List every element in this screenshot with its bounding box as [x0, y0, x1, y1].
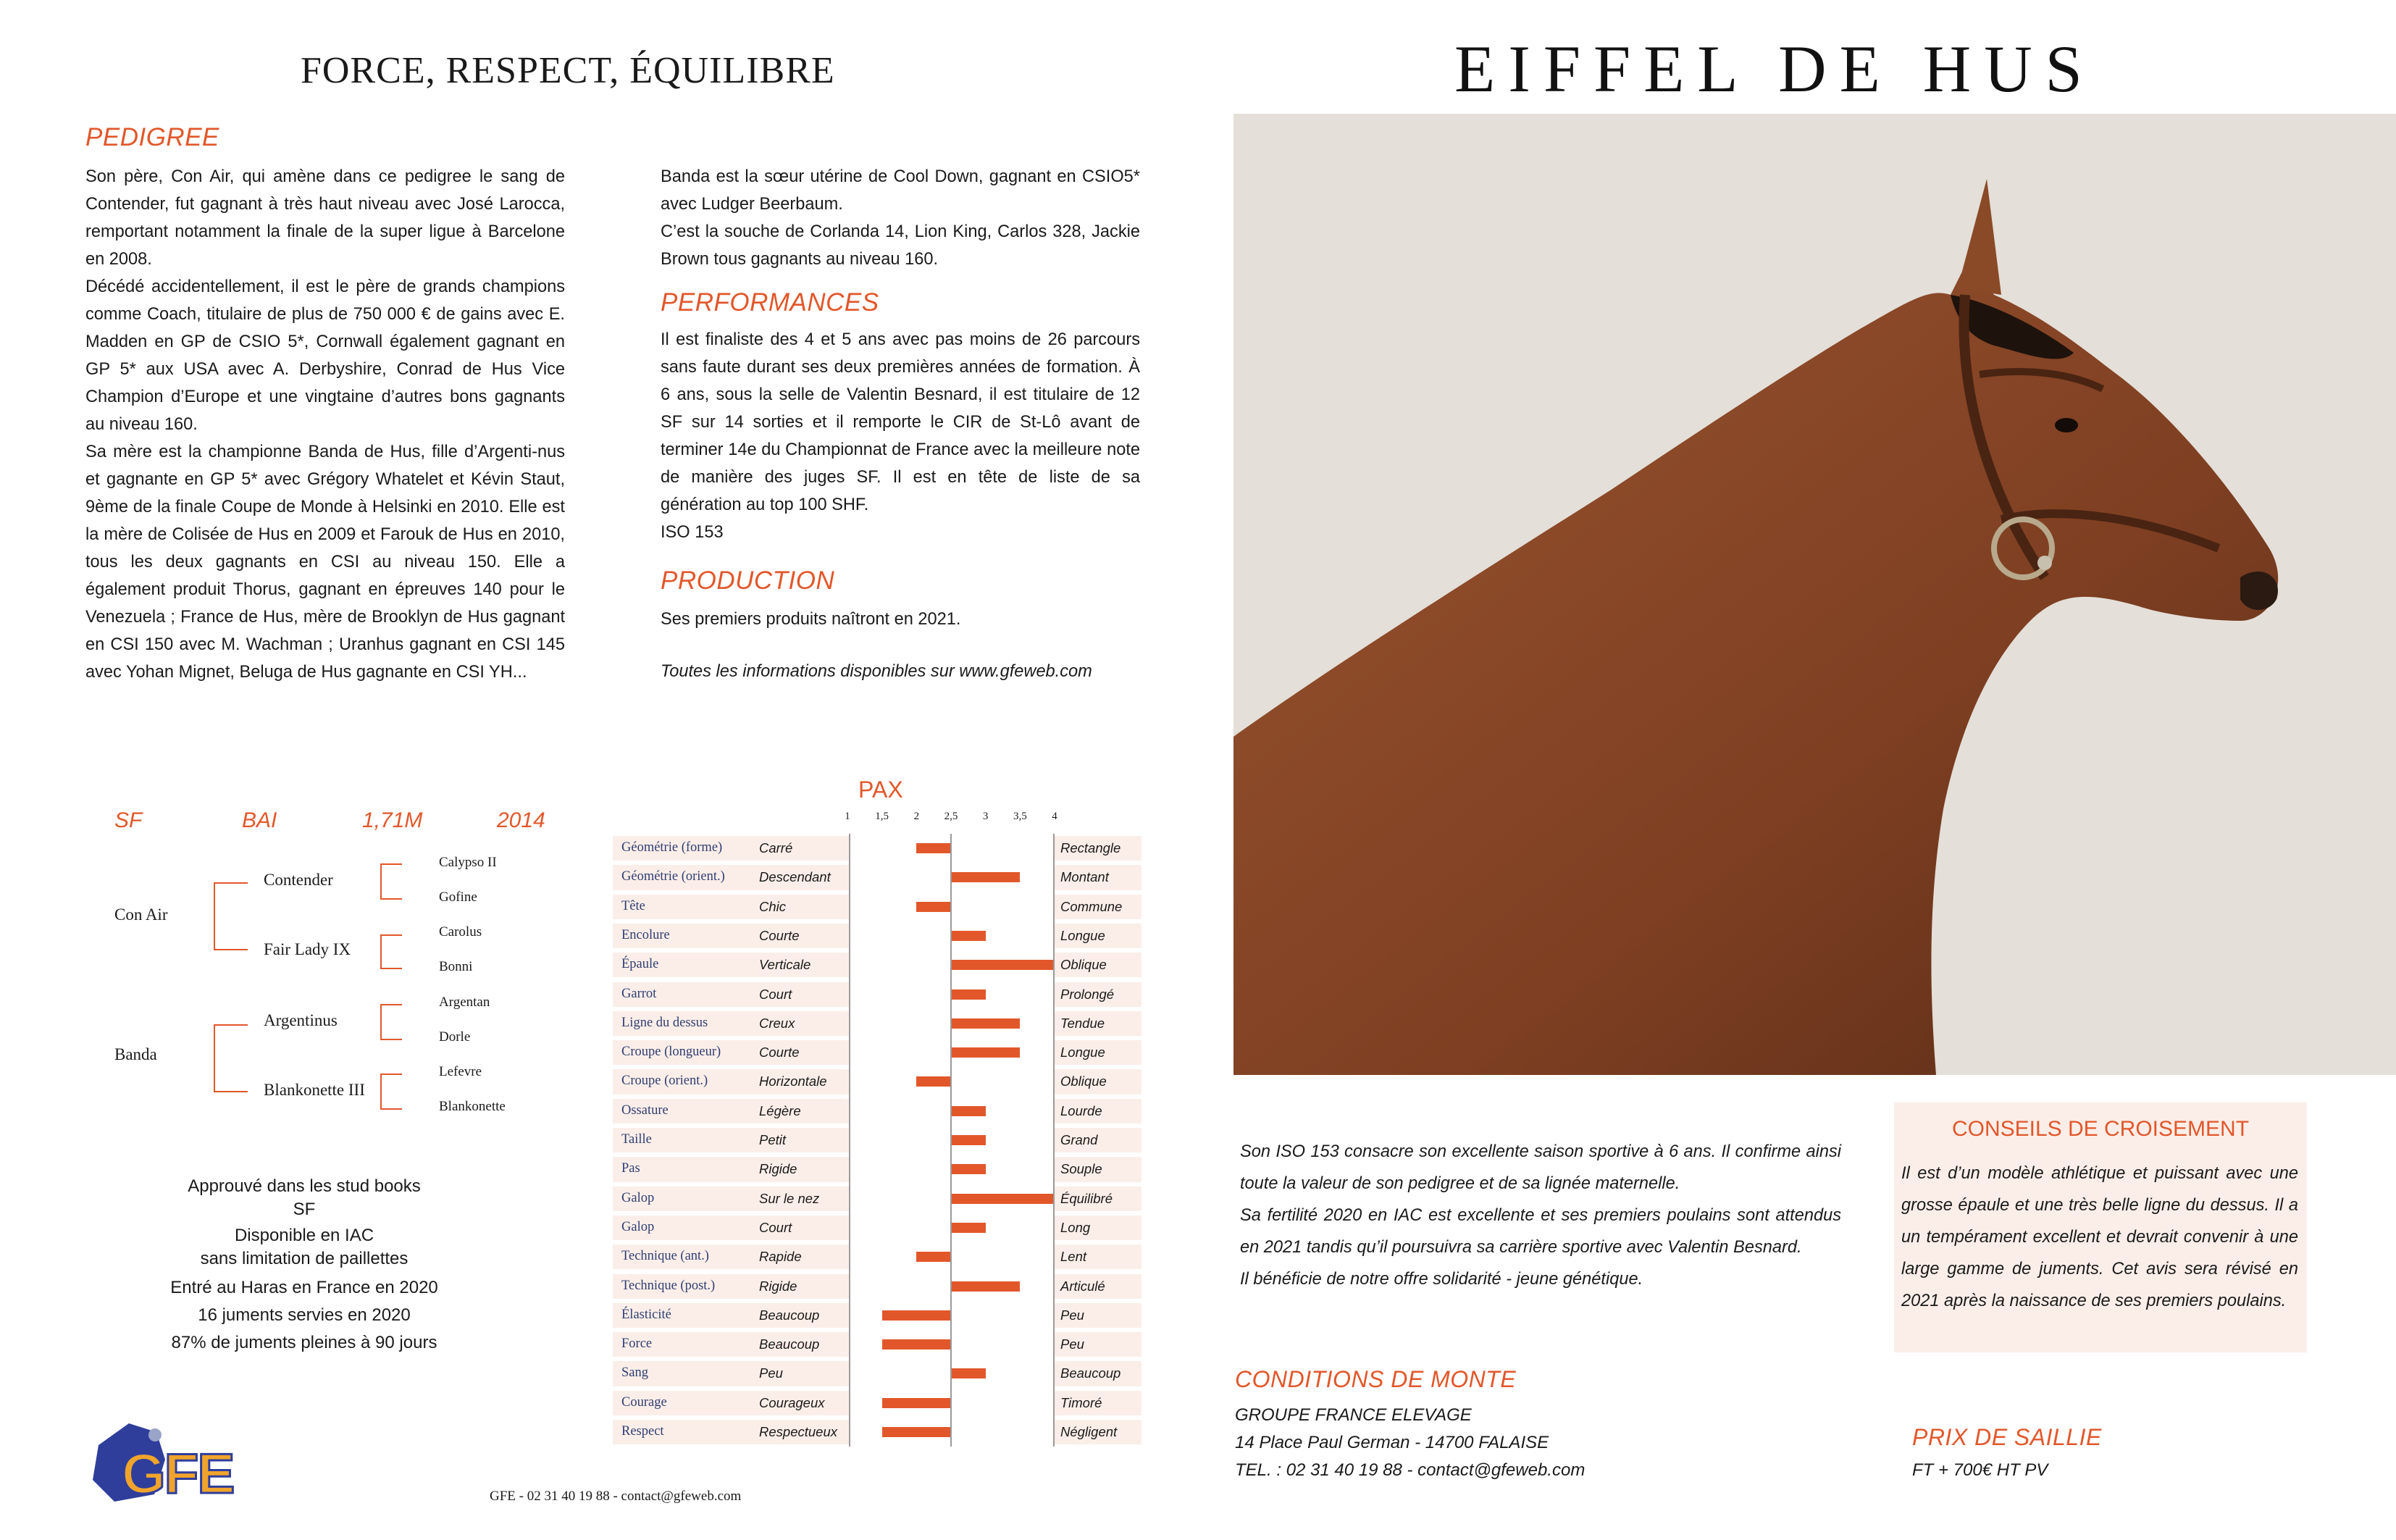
pax-left-descriptor: Beaucoup: [759, 1336, 820, 1352]
horse-photo: [1233, 114, 2396, 1075]
approval-line: sans limitation de paillettes: [200, 1249, 409, 1268]
pedigree-paragraph: Banda est la sœur utérine de Cool Down, gagnant en CSIO5* avec Ludger Beerbaum.: [661, 167, 1140, 214]
conditions-line: TEL. : 02 31 40 19 88 - contact@gfeweb.com: [1235, 1460, 1586, 1480]
pax-left-descriptor: Creux: [759, 1015, 795, 1031]
pax-criterion-label: Géométrie (orient.): [621, 869, 725, 884]
pedigree-paragraph: Sa mère est la championne Banda de Hus, fille d’Argenti-nus et gagnante en GP 5* avec Grégory Whatelet et Kévin Staut, 9ème de la finale Coupe de Monde à Helsinki en 2010. Elle est la mère de Colisée de Hus en 2009 et Farouk de Hus en 2010, tous les deux gagnants en CSI au niveau 150. Elle a également produit Thorus, gagnant en épreuves 140 pour le Venezuela ; France de Hus, mère de Brooklyn de Hus gagnant en CSI 150 avec M. Wachman ; Uranhus gagnant en CSI 145 avec Yohan Mignet, Beluga de Hus gagnante en CSI YH...: [85, 443, 565, 682]
pax-axis-line: [1053, 834, 1055, 1447]
pedigree-text: [85, 163, 565, 686]
pax-criterion-label: Pas: [621, 1161, 640, 1176]
pax-criterion-label: Taille: [621, 1132, 652, 1147]
pax-criterion-label: Géométrie (forme): [621, 840, 723, 855]
page-title-left: FORCE, RESPECT, ÉQUILIBRE: [301, 50, 835, 91]
pax-criterion-label: Croupe (orient.): [621, 1074, 708, 1089]
pax-bar: [882, 1427, 951, 1437]
tree-bracket: [380, 863, 402, 900]
pax-bar: [916, 843, 951, 853]
conseils-heading: CONSEILS DE CROISEMENT: [1951, 1117, 2250, 1141]
pax-criterion-label: Ligne du dessus: [621, 1015, 708, 1030]
pedigree-heading: PEDIGREE: [85, 123, 219, 151]
approval-line: Approuvé dans les stud books: [188, 1176, 421, 1196]
grandparent-name: Argentinus: [264, 1011, 338, 1029]
horse-name-title: EIFFEL DE HUS: [1454, 32, 2095, 106]
pax-bar: [951, 1223, 986, 1233]
pax-bar: [951, 872, 1020, 882]
pedigree-paragraph: Décédé accidentellement, il est le père de grands champions comme Coach, titulaire de plus de 750 000 € de gains avec E. Madden en GP de CSIO 5*, Cornwall également gagnant en GP 5* aux USA avec A. Derbyshire, Conrad de Hus Vice Champion d’Europe et une vingtaine d’autres bons gagnants au niveau 160.: [85, 277, 565, 434]
pax-left-descriptor: Légère: [759, 1102, 801, 1118]
pax-criterion-label: Galop: [621, 1219, 655, 1234]
grandparent-name: Contender: [264, 871, 333, 889]
pax-left-descriptor: Carré: [759, 840, 793, 855]
pax-left-descriptor: Rigide: [759, 1161, 797, 1177]
performances-text: [661, 326, 1140, 546]
pax-right-descriptor: Équilibré: [1060, 1190, 1113, 1206]
pax-left-descriptor: Court: [759, 1219, 792, 1235]
pax-left-descriptor: Verticale: [759, 957, 811, 973]
pax-criterion-label: Élasticité: [621, 1307, 671, 1322]
great-grandparent-name: Blankonette: [439, 1099, 506, 1114]
pax-left-descriptor: Respectueux: [759, 1424, 837, 1439]
pax-bar: [951, 1047, 1020, 1058]
pax-left-descriptor: Rigide: [759, 1278, 797, 1294]
pax-right-descriptor: Prolongé: [1060, 986, 1115, 1002]
approval-line: Entré au Haras en France en 2020: [170, 1278, 438, 1297]
pax-bar: [951, 931, 986, 941]
horse-intro-text: [1240, 1136, 1841, 1295]
pax-left-descriptor: Descendant: [759, 869, 831, 885]
horse-photo-image: [1233, 114, 2396, 1075]
pax-right-descriptor: Tendue: [1060, 1015, 1105, 1031]
breed-tag: SF: [114, 808, 143, 832]
conseils-box: [1894, 1102, 2307, 1352]
intro-paragraph: Il bénéficie de notre offre solidarité - jeune génétique.: [1240, 1270, 1643, 1289]
pax-right-descriptor: Montant: [1060, 869, 1109, 885]
color-tag: BAI: [242, 808, 277, 832]
pax-bar: [951, 1135, 986, 1145]
pax-criterion-label: Respect: [621, 1424, 664, 1439]
pax-right-descriptor: Longue: [1060, 927, 1105, 943]
pax-criterion-label: Encolure: [621, 927, 670, 942]
great-grandparent-name: Dorle: [439, 1029, 471, 1045]
great-grandparent-name: Carolus: [439, 924, 482, 940]
pax-right-descriptor: Négligent: [1060, 1424, 1118, 1439]
year-tag: 2014: [497, 808, 545, 832]
info-link-text: Toutes les informations disponibles sur www.gfeweb.com: [661, 662, 1092, 681]
pax-criterion-label: Garrot: [621, 986, 657, 1001]
pax-right-descriptor: Timoré: [1060, 1394, 1102, 1410]
pax-bar: [882, 1339, 951, 1349]
conditions-text: [1235, 1402, 1585, 1484]
conditions-heading: CONDITIONS DE MONTE: [1235, 1366, 1517, 1392]
intro-paragraph: Sa fertilité 2020 en IAC est excellente et ses premiers poulains sont attendus en 2021 tandis qu’il poursuivra sa carrière sportive avec Valentin Besnard.: [1240, 1206, 1841, 1257]
approval-line: 87% de juments pleines à 90 jours: [171, 1333, 437, 1352]
prix-heading: PRIX DE SAILLIE: [1912, 1424, 2102, 1450]
pax-left-descriptor: Sur le nez: [759, 1190, 820, 1206]
pax-left-descriptor: Court: [759, 986, 792, 1002]
pax-criterion-label: Courage: [621, 1394, 667, 1410]
pax-bar: [916, 902, 951, 912]
approval-line: SF: [293, 1200, 316, 1219]
pax-criterion-label: Technique (post.): [621, 1278, 716, 1293]
pax-right-descriptor: Peu: [1060, 1307, 1084, 1323]
great-grandparent-name: Bonni: [439, 959, 473, 974]
pax-left-descriptor: Peu: [759, 1365, 783, 1381]
pax-tick-label: 3: [982, 811, 989, 822]
pax-bar: [951, 1281, 1020, 1292]
pax-right-descriptor: Beaucoup: [1060, 1365, 1121, 1381]
pax-right-descriptor: Longue: [1060, 1045, 1105, 1060]
pax-criterion-label: Force: [621, 1336, 653, 1352]
sire-name: Con Air: [114, 905, 168, 924]
pax-criterion-label: Galop: [621, 1190, 655, 1205]
prix-value: FT + 700€ HT PV: [1912, 1460, 2048, 1480]
pedigree-paragraph: C’est la souche de Corlanda 14, Lion King, Carlos 328, Jackie Brown tous gagnants au niveau 160.: [661, 222, 1140, 269]
pax-right-descriptor: Souple: [1060, 1161, 1102, 1177]
pedigree-paragraph: Son père, Con Air, qui amène dans ce pedigree le sang de Contender, fut gagnant à très haut niveau avec José Larocca, remportant notamment la finale de la super ligue à Barcelone en 2008.: [85, 167, 565, 269]
pax-criterion-label: Tête: [621, 898, 645, 913]
pax-axis-line: [849, 834, 850, 1447]
pax-criterion-label: Ossature: [621, 1102, 669, 1118]
production-heading: PRODUCTION: [661, 566, 835, 595]
pax-right-descriptor: Articulé: [1060, 1278, 1105, 1294]
pax-left-descriptor: Chic: [759, 898, 787, 914]
performances-heading: PERFORMANCES: [661, 288, 879, 317]
performances-paragraph: Il est finaliste des 4 et 5 ans avec pas moins de 26 parcours sans faute durant ses deux premières années de formation. À 6 ans, sous la selle de Valentin Besnard, il est titulaire de 12 SF sur 14 sorties et il remporte le CIR de St-Lô avant de terminer 14e du Championnat de France avec la meilleure note de manière des juges SF. Il est en tête de liste de sa génération au top 100 SHF.: [661, 330, 1140, 514]
pax-right-descriptor: Commune: [1060, 898, 1123, 914]
pax-right-descriptor: Rectangle: [1060, 840, 1121, 855]
pax-right-descriptor: Lent: [1060, 1249, 1087, 1265]
pax-bar: [916, 1076, 951, 1087]
great-grandparent-name: Gofine: [439, 890, 477, 905]
pax-left-descriptor: Courte: [759, 1045, 800, 1060]
conditions-line: 14 Place Paul German - 14700 FALAISE: [1235, 1433, 1549, 1452]
gfe-logo-text: GFE: [122, 1441, 234, 1505]
pax-tick-label: 2: [913, 811, 920, 822]
tree-bracket: [214, 1024, 248, 1092]
pax-left-descriptor: Petit: [759, 1132, 787, 1147]
pax-bar: [951, 960, 1055, 970]
tree-bracket: [380, 934, 402, 969]
tree-bracket: [380, 1004, 402, 1040]
pax-bar: [951, 1368, 986, 1378]
pax-bar: [951, 1164, 986, 1174]
great-grandparent-name: Argentan: [439, 995, 490, 1010]
pax-tick-label: 2,5: [944, 811, 958, 822]
pax-left-descriptor: Horizontale: [759, 1074, 827, 1089]
pax-bar: [916, 1252, 951, 1262]
pax-right-descriptor: Grand: [1060, 1132, 1098, 1147]
pax-left-descriptor: Courageux: [759, 1394, 825, 1410]
iso-value: ISO 153: [661, 523, 724, 542]
pax-left-descriptor: Rapide: [759, 1249, 802, 1265]
pax-right-descriptor: Oblique: [1060, 1074, 1107, 1089]
grandparent-name: Blankonette III: [264, 1081, 365, 1099]
pax-tick-label: 4: [1052, 811, 1057, 822]
height-tag: 1,71M: [362, 808, 423, 832]
production-text: Ses premiers produits naîtront en 2021.: [661, 610, 961, 629]
pax-criterion-label: Sang: [621, 1365, 648, 1381]
pax-bar: [882, 1398, 951, 1408]
pax-bar: [951, 1194, 1055, 1204]
pax-bar: [951, 989, 986, 1000]
conseils-text: Il est d’un modèle athlétique et puissant avec une grosse épaule et une très belle ligne du dessus. Il a un tempérament excellent et devrait convenir à une large gamme de juments. Cet avis sera révisé en 2021 après la naissance de ses premiers poulains.: [1901, 1164, 2298, 1310]
pax-criterion-label: Croupe (longueur): [621, 1045, 721, 1060]
pax-tick-label: 3,5: [1013, 811, 1027, 822]
pax-bar: [951, 1106, 986, 1116]
great-grandparent-name: Lefevre: [439, 1064, 482, 1079]
pax-title: PAX: [858, 777, 903, 803]
pax-right-descriptor: Peu: [1060, 1336, 1084, 1352]
dam-name: Banda: [114, 1045, 157, 1063]
pax-center-line: [950, 834, 952, 1447]
approval-line: Disponible en IAC: [234, 1226, 374, 1245]
pax-left-descriptor: Beaucoup: [759, 1307, 820, 1323]
tree-bracket: [214, 882, 248, 950]
intro-paragraph: Son ISO 153 consacre son excellente saison sportive à 6 ans. Il confirme ainsi toute la valeur de son pedigree et de sa lignée maternelle.: [1240, 1142, 1841, 1193]
pax-left-descriptor: Courte: [759, 927, 800, 943]
great-grandparent-name: Calypso II: [439, 855, 497, 870]
pax-right-descriptor: Lourde: [1060, 1102, 1102, 1118]
conditions-line: GROUPE FRANCE ELEVAGE: [1235, 1405, 1472, 1425]
pax-criterion-label: Technique (ant.): [621, 1249, 709, 1264]
pedigree-text-col2: [661, 163, 1140, 273]
grandparent-name: Fair Lady IX: [264, 940, 351, 958]
gfe-logo: [85, 1416, 252, 1510]
pax-tick-label: 1: [845, 811, 850, 822]
approval-line: 16 juments servies en 2020: [198, 1305, 411, 1325]
pax-bar: [951, 1018, 1020, 1029]
pax-right-descriptor: Oblique: [1060, 957, 1107, 973]
pax-criterion-label: Épaule: [621, 957, 659, 972]
pax-right-descriptor: Long: [1060, 1219, 1091, 1235]
pax-bar: [882, 1310, 951, 1321]
pax-tick-label: 1,5: [875, 811, 889, 822]
tree-bracket: [380, 1074, 402, 1110]
footer-contact: GFE - 02 31 40 19 88 - contact@gfeweb.com: [490, 1489, 742, 1504]
